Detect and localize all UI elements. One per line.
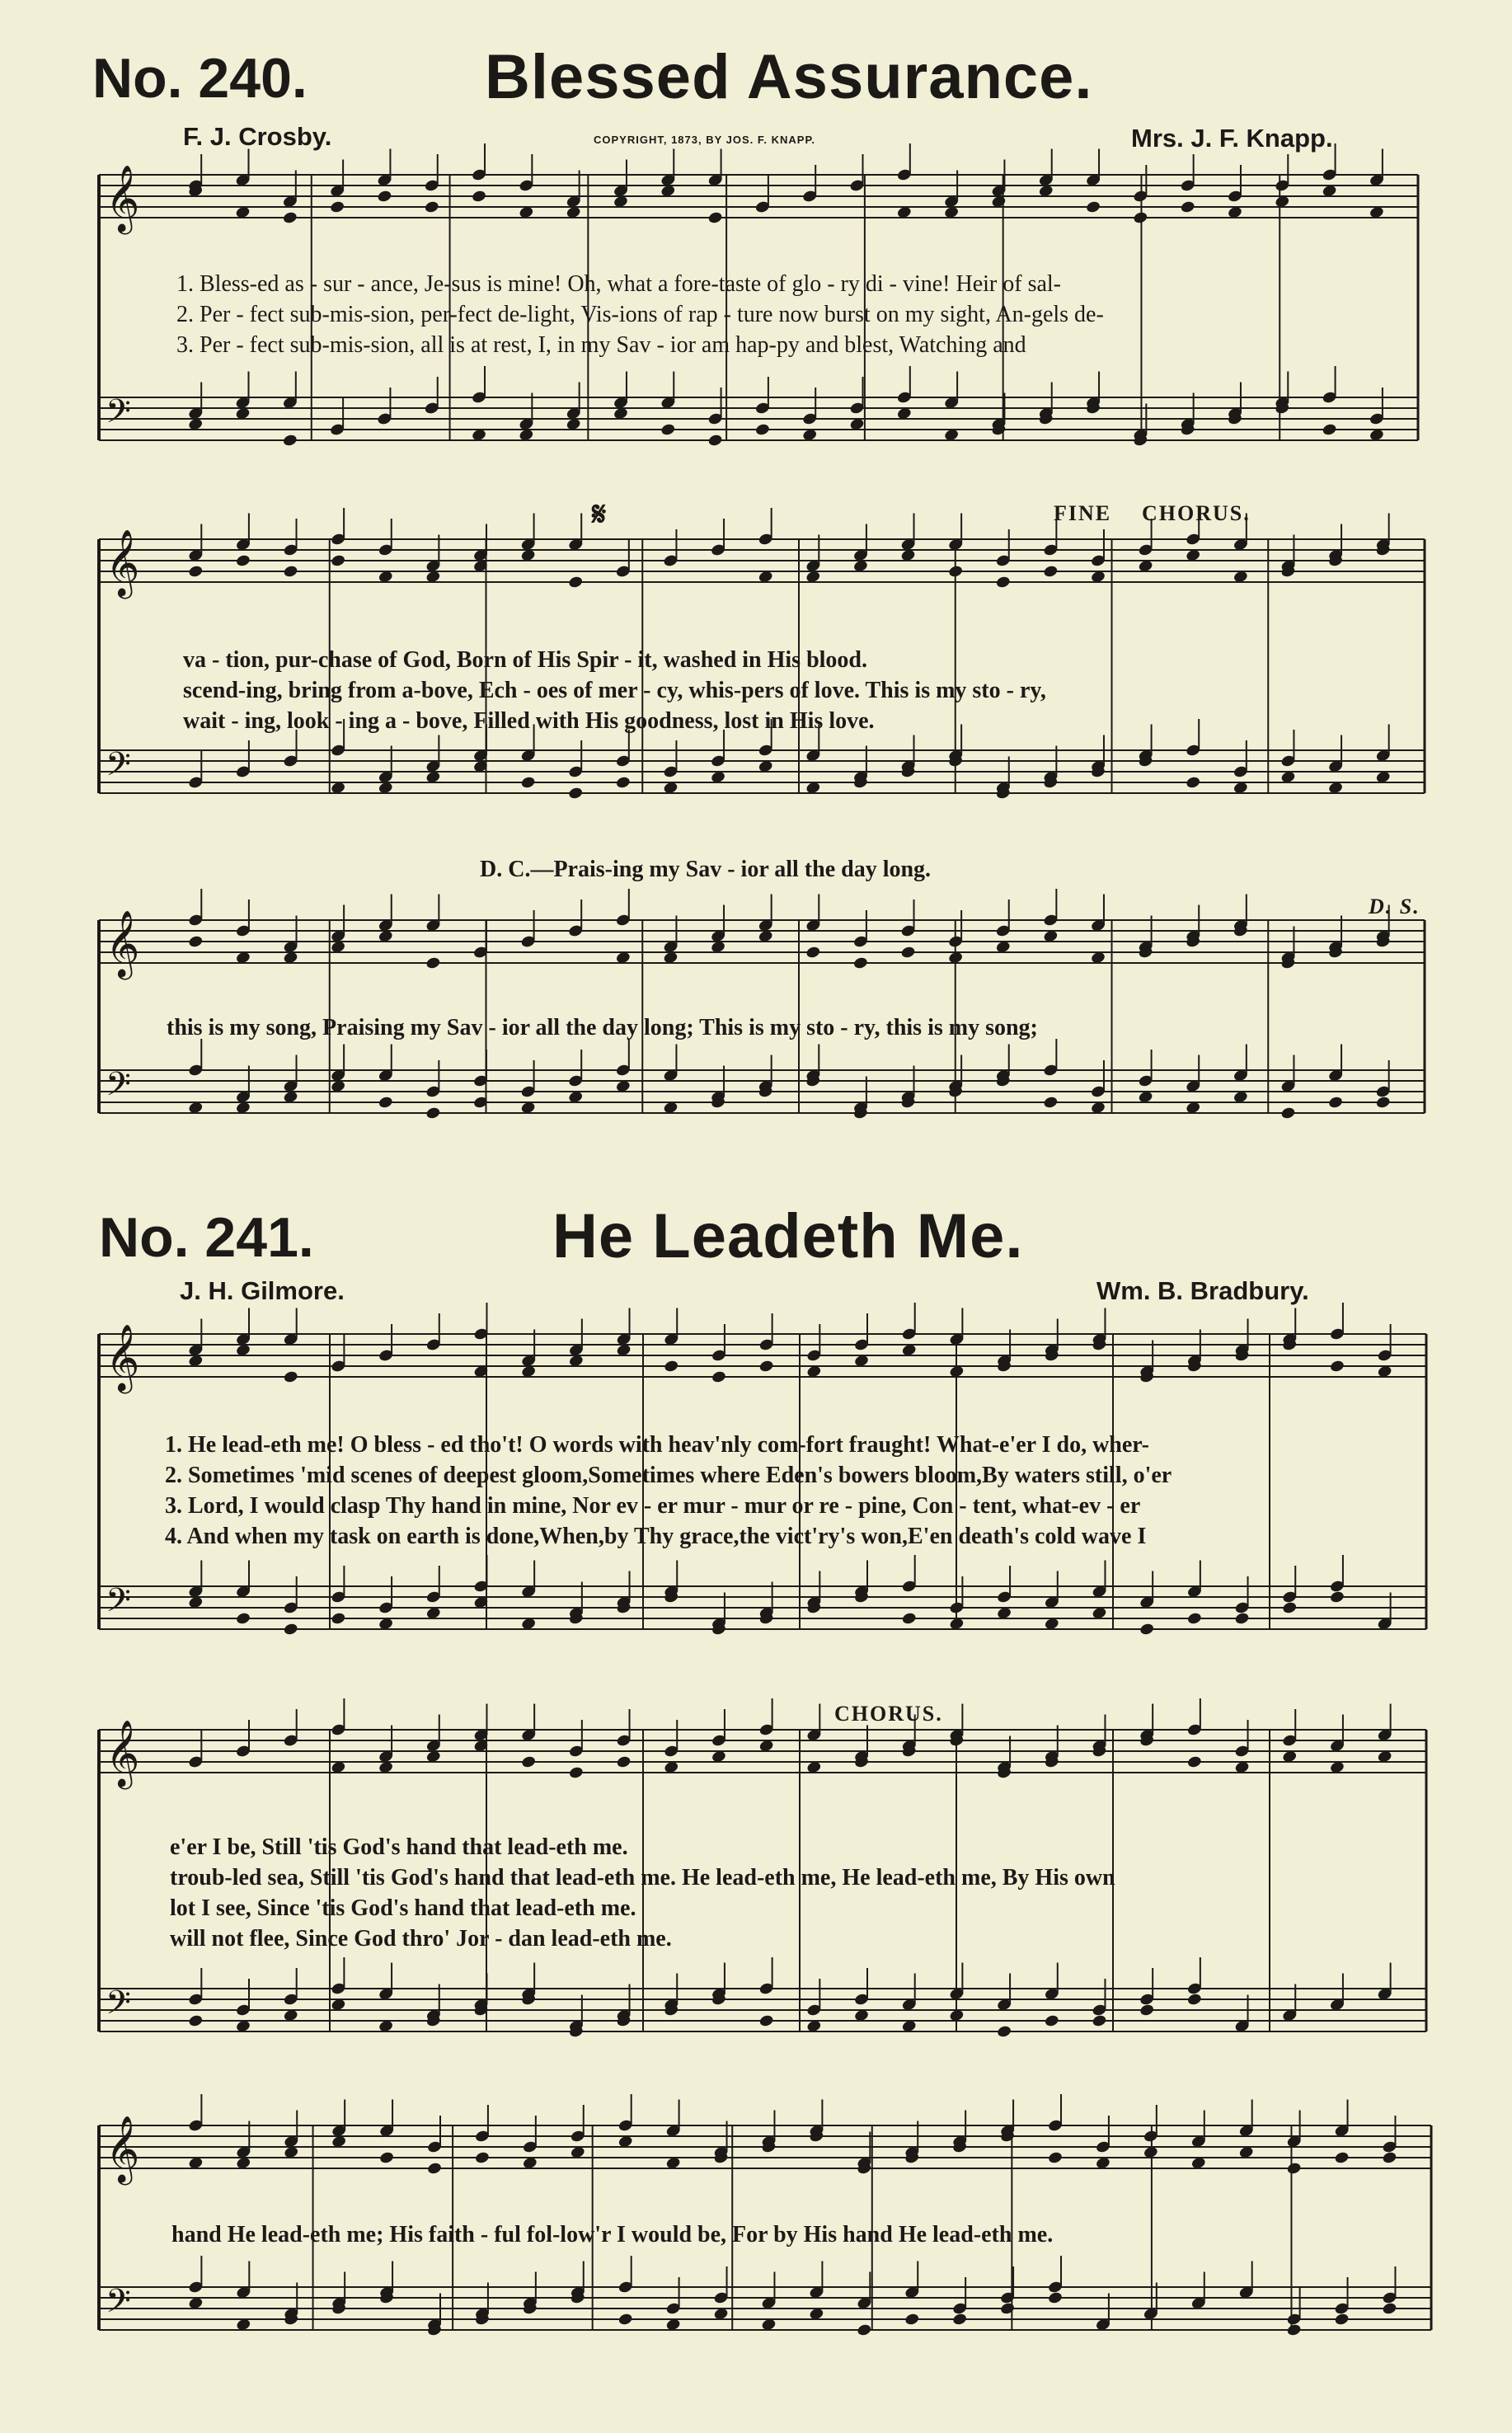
note-head	[754, 423, 770, 437]
music-by: Wm. B. Bradbury.	[1096, 1276, 1309, 1305]
note-head	[948, 565, 964, 579]
note-head	[1085, 200, 1101, 214]
note-head	[1186, 1755, 1202, 1769]
note-head	[758, 1360, 774, 1374]
lyric-line: lot I see, Since 'tis God's hand that lead-eth me.	[170, 1895, 636, 1921]
note-head	[1280, 1106, 1296, 1120]
lyric-line: 1. He lead-eth me! O bless - ed tho't! O words with heav'nly com-fort fraught! What-e'er I do, wher-	[165, 1432, 1150, 1458]
note-head	[1329, 1360, 1345, 1374]
note-head	[615, 776, 631, 790]
note-head	[331, 554, 346, 568]
ds-mark: D. S.	[1369, 895, 1420, 918]
chorus-mark: CHORUS.	[1142, 501, 1251, 525]
music-by: Mrs. J. F. Knapp.	[1131, 124, 1333, 153]
note-head	[1334, 2313, 1350, 2327]
note-head	[1282, 1601, 1298, 1615]
lyric-line: hand He lead-eth me; His faith - ful fol-low'r I would be, For by His hand He lead-eth me.	[171, 2222, 1054, 2247]
bass-clef: 𝄢	[106, 1581, 131, 1627]
note-head	[282, 211, 298, 225]
note-head	[1043, 1096, 1059, 1110]
note-head	[471, 190, 486, 204]
fine-mark: FINE	[1054, 501, 1112, 525]
note-head	[330, 200, 345, 214]
note-head	[1139, 1623, 1155, 1637]
lyric-line: va - tion, pur-chase of God, Born of His Spir - it, washed in His blood.	[183, 647, 868, 673]
note-head	[424, 200, 439, 214]
bass-clef: 𝄢	[106, 1065, 131, 1111]
note-head	[1180, 200, 1195, 214]
dc-line: D. C.—Prais-ing my Sav - ior all the day long.	[480, 857, 932, 882]
hymn-number: No. 240.	[92, 47, 308, 110]
treble-clef: 𝄞	[106, 909, 140, 977]
lyric-line: scend-ing, bring from a-bove, Ech - oes of mer - cy, whis-pers of love. This is my sto - ry,	[183, 678, 1046, 703]
note-head	[1327, 1096, 1343, 1110]
bass-clef: 𝄢	[106, 745, 131, 791]
note-head	[235, 554, 251, 568]
lyric-line: 3. Per - fect sub-mis-sion, all is at rest, I, in my Sav - ior am hap-py and blest, Watching and	[176, 332, 1026, 358]
bass-clef: 𝄢	[106, 2282, 131, 2328]
hymn-title: Blessed Assurance.	[485, 42, 1093, 112]
note-head	[1186, 776, 1201, 790]
note-head	[1286, 2323, 1302, 2337]
note-head	[901, 1612, 917, 1626]
note-head	[520, 776, 536, 790]
lyric-line: will not flee, Since God thro' Jor - dan lead-eth me.	[170, 1926, 672, 1952]
note-head	[283, 1623, 298, 1637]
segno-sign: 𝄋	[592, 496, 608, 533]
note-head	[711, 1370, 726, 1384]
note-head	[188, 565, 204, 579]
note-head	[282, 434, 298, 448]
lyric-line: this is my song, Praising my Sav - ior all the day long; This is my sto - ry, this is my song;	[167, 1015, 1038, 1040]
note-head	[283, 565, 298, 579]
note-head	[1382, 2302, 1397, 2316]
note-head	[1043, 565, 1059, 579]
note-head	[1286, 2162, 1302, 2176]
note-head	[1186, 1993, 1202, 2007]
treble-clef: 𝄞	[106, 164, 140, 232]
note-head	[852, 956, 868, 970]
note-head	[900, 946, 916, 960]
note-head	[1382, 2151, 1397, 2165]
note-head	[188, 935, 204, 949]
note-head	[1234, 1612, 1250, 1626]
words-by: J. H. Gilmore.	[180, 1276, 345, 1305]
note-head	[474, 2151, 490, 2165]
note-head	[664, 1360, 679, 1374]
lyric-line: wait - ing, look - ing a - bove, Filled with His goodness, lost in His love.	[183, 708, 875, 734]
note-head	[904, 2313, 920, 2327]
note-head	[997, 2025, 1012, 2039]
note-head	[568, 575, 584, 589]
note-head	[378, 1096, 393, 1110]
lyric-line: 3. Lord, I would clasp Thy hand in mine, Nor ev - er mur - mur or re - pine, Con - tent, what-ev - er	[165, 1493, 1141, 1519]
note-head	[425, 956, 441, 970]
note-head	[616, 1755, 632, 1769]
treble-clef: 𝄞	[106, 2115, 140, 2182]
lyric-line: 4. And when my task on earth is done,When,by Thy grace,the vict'ry's won,E'en death's cold wave I	[165, 1524, 1147, 1549]
words-by: F. J. Crosby.	[183, 122, 332, 151]
note-head	[952, 2313, 968, 2327]
note-head	[617, 2313, 633, 2327]
treble-clef: 𝄞	[106, 528, 140, 596]
treble-clef: 𝄞	[106, 1719, 140, 1787]
bass-clef: 𝄢	[106, 392, 131, 439]
lyric-line: 1. Bless-ed as - sur - ance, Je-sus is mine! Oh, what a fore-taste of glo - ry di - vine! Heir of sal-	[176, 271, 1062, 297]
bass-clef: 𝄢	[106, 1984, 131, 2030]
treble-clef: 𝄞	[106, 1323, 140, 1391]
note-head	[1334, 2151, 1350, 2165]
note-head	[1139, 2003, 1155, 2017]
note-head	[425, 1106, 441, 1120]
note-head	[1044, 2014, 1059, 2028]
note-head	[1133, 211, 1148, 225]
note-head	[660, 423, 676, 437]
note-head	[1047, 2291, 1063, 2305]
note-head	[1186, 1612, 1202, 1626]
note-head	[331, 1612, 346, 1626]
note-head	[1375, 1096, 1391, 1110]
note-head	[568, 1766, 584, 1780]
note-head	[235, 1612, 251, 1626]
note-head	[857, 2323, 872, 2337]
note-head	[707, 211, 723, 225]
hymn-title: He Leadeth Me.	[552, 1201, 1024, 1271]
note-head	[1322, 423, 1337, 437]
lyric-line: troub-led sea, Still 'tis God's hand that lead-eth me. He lead-eth me, He lead-eth me, By His own	[170, 1865, 1115, 1891]
chorus-mark: CHORUS.	[834, 1702, 943, 1726]
note-head	[378, 2151, 394, 2165]
copyright-notice: COPYRIGHT, 1873, BY JOS. F. KNAPP.	[594, 134, 816, 146]
note-head	[1047, 2151, 1063, 2165]
note-head	[805, 946, 821, 960]
lyric-line: 2. Per - fect sub-mis-sion, per-fect de-light, Vis-ions of rap - ture now burst on my sight, An-gels de-	[176, 302, 1104, 327]
note-head	[426, 2162, 442, 2176]
lyric-line: 2. Sometimes 'mid scenes of deepest gloom,Sometimes where Eden's bowers bloom,By waters still, o'er	[165, 1463, 1172, 1488]
note-head	[283, 1370, 298, 1384]
note-head	[377, 190, 392, 204]
lyric-line: e'er I be, Still 'tis God's hand that lead-eth me.	[170, 1834, 628, 1860]
note-head	[568, 787, 584, 801]
note-head	[999, 2302, 1015, 2316]
note-head	[521, 1755, 537, 1769]
note-head	[707, 434, 723, 448]
hymn-number: No. 241.	[99, 1206, 314, 1269]
note-head	[188, 2014, 204, 2028]
note-head	[758, 2014, 774, 2028]
note-head	[995, 575, 1011, 589]
note-head	[1092, 2014, 1107, 2028]
note-head	[1329, 1590, 1345, 1604]
